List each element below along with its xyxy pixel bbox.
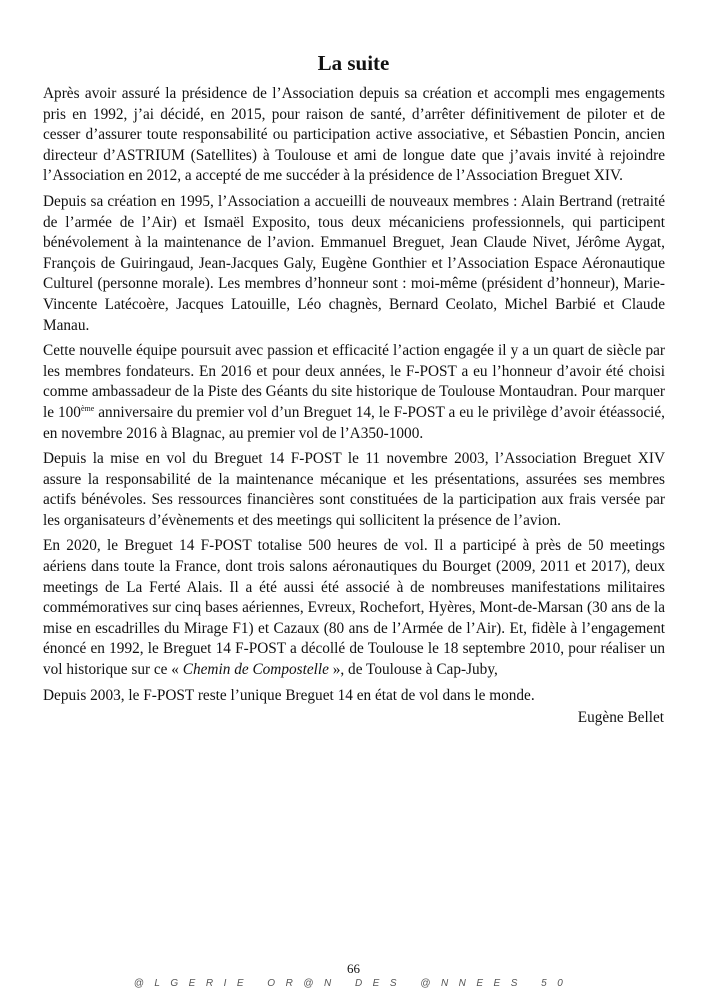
author-signature: Eugène Bellet: [577, 709, 664, 726]
paragraph-6: Depuis 2003, le F-POST reste l’unique Breguet 14 en état de vol dans le monde.: [43, 686, 535, 704]
ordinal-superscript: ème: [80, 403, 95, 413]
paragraph-5-text-start: En 2020, le Breguet 14 F-POST totalise 500 heures de vol. Il a participé à près de 50 meetings aériens dans toute la France, dont trois salons aéronautiques du Bourget (2009, 2011 et 2017), deux meetings de La Ferté Alais. Il a été aussi été associé à de nombreuses manifestations militaires commémoratives sur cinq bases aériennes, Evreux, Rochefort, Hyères, Mont-de-Marsan (30 ans de la mise en escadrilles du Mirage F1) et Cazaux (80 ans de l’Armée de l’Air). Et, fidèle à l’engagement énoncé en 1992, le Breguet 14 F-POST a décollé de Toulouse le 18 septembre 2010, pour réaliser un vol historique sur ce «: [43, 537, 665, 679]
paragraph-1: Après avoir assuré la présidence de l’Association depuis sa création et accompli mes engagements pris en 1992, j’ai décidé, en 2015, pour raison de santé, d’arrêter définitivement de piloter et de cesser d’assurer toute responsabilité ou participation active associative, et Sébastien Poncin, ancien directeur d’ASTRIUM (Satellites) à Toulouse et ami de longue date que j’avais invité à rejoindre l’Association en 2012, a accepté de me succéder à la présidence de l’Association Breguet XIV.: [43, 85, 665, 185]
paragraph-2: Depuis sa création en 1995, l’Association a accueilli de nouveaux membres : Alain Bertrand (retraité de l’armée de l’Air) et Ismaël Exposito, tous deux mécaniciens professionnels, qui participent bénévolement à la maintenance de l’avion. Emmanuel Breguet, Jean Claude Nivet, Jérôme Aygat, François de Guiringaud, Jean-Jacques Galy, Eugène Gonthier et l’Association Espace Aéronautique Culturel (personne morale). Les membres d’honneur sont : moi-même (président d’honneur), Marie-Vincente Latécoère, Jacques Latouille, Léo chagnès, Bernard Ceolato, Michel Barbié et Claude Manau.: [43, 192, 665, 334]
paragraph-5-text-end: », de Toulouse à Cap-Juby,: [328, 661, 498, 679]
paragraph-3-text-end: anniversaire du premier vol d’un Breguet 14, le F-POST a eu le privilège d’avoir étéassocié, en novembre 2016 à Blagnac, au premier vol de l’A350-1000.: [43, 403, 665, 442]
article-body: [43, 84, 665, 706]
page-title: La suite: [317, 51, 390, 76]
paragraph-3-text-start: Cette nouvelle équipe poursuit avec passion et efficacité l’action engagée il y a un quart de siècle par les membres fondateurs. En 2016 et pour deux années, le F-POST a eu l’honneur d’avoir été choisi comme ambassadeur de la Piste des Géants du site historique de Toulouse Montaudran. Pour marquer le 100: [43, 342, 665, 421]
paragraph-3: [43, 341, 665, 444]
paragraph-5: [43, 536, 665, 680]
page-number: 66: [347, 961, 360, 976]
paragraph-4: Depuis la mise en vol du Breguet 14 F-POST le 11 novembre 2003, l’Association Breguet XIV assure la responsabilité de la maintenance mécanique et les présentations, assurées ses membres actifs bénévoles. Ses ressources financières sont constituées de la participation aux frais versée par les organisateurs d’évènements et des meetings qui sollicitent la présence de l’avion.: [43, 450, 665, 529]
italic-title: Chemin de Compostelle: [182, 661, 329, 679]
running-footer: @LGERIE OR@N DES @NNEES 50: [133, 978, 574, 989]
